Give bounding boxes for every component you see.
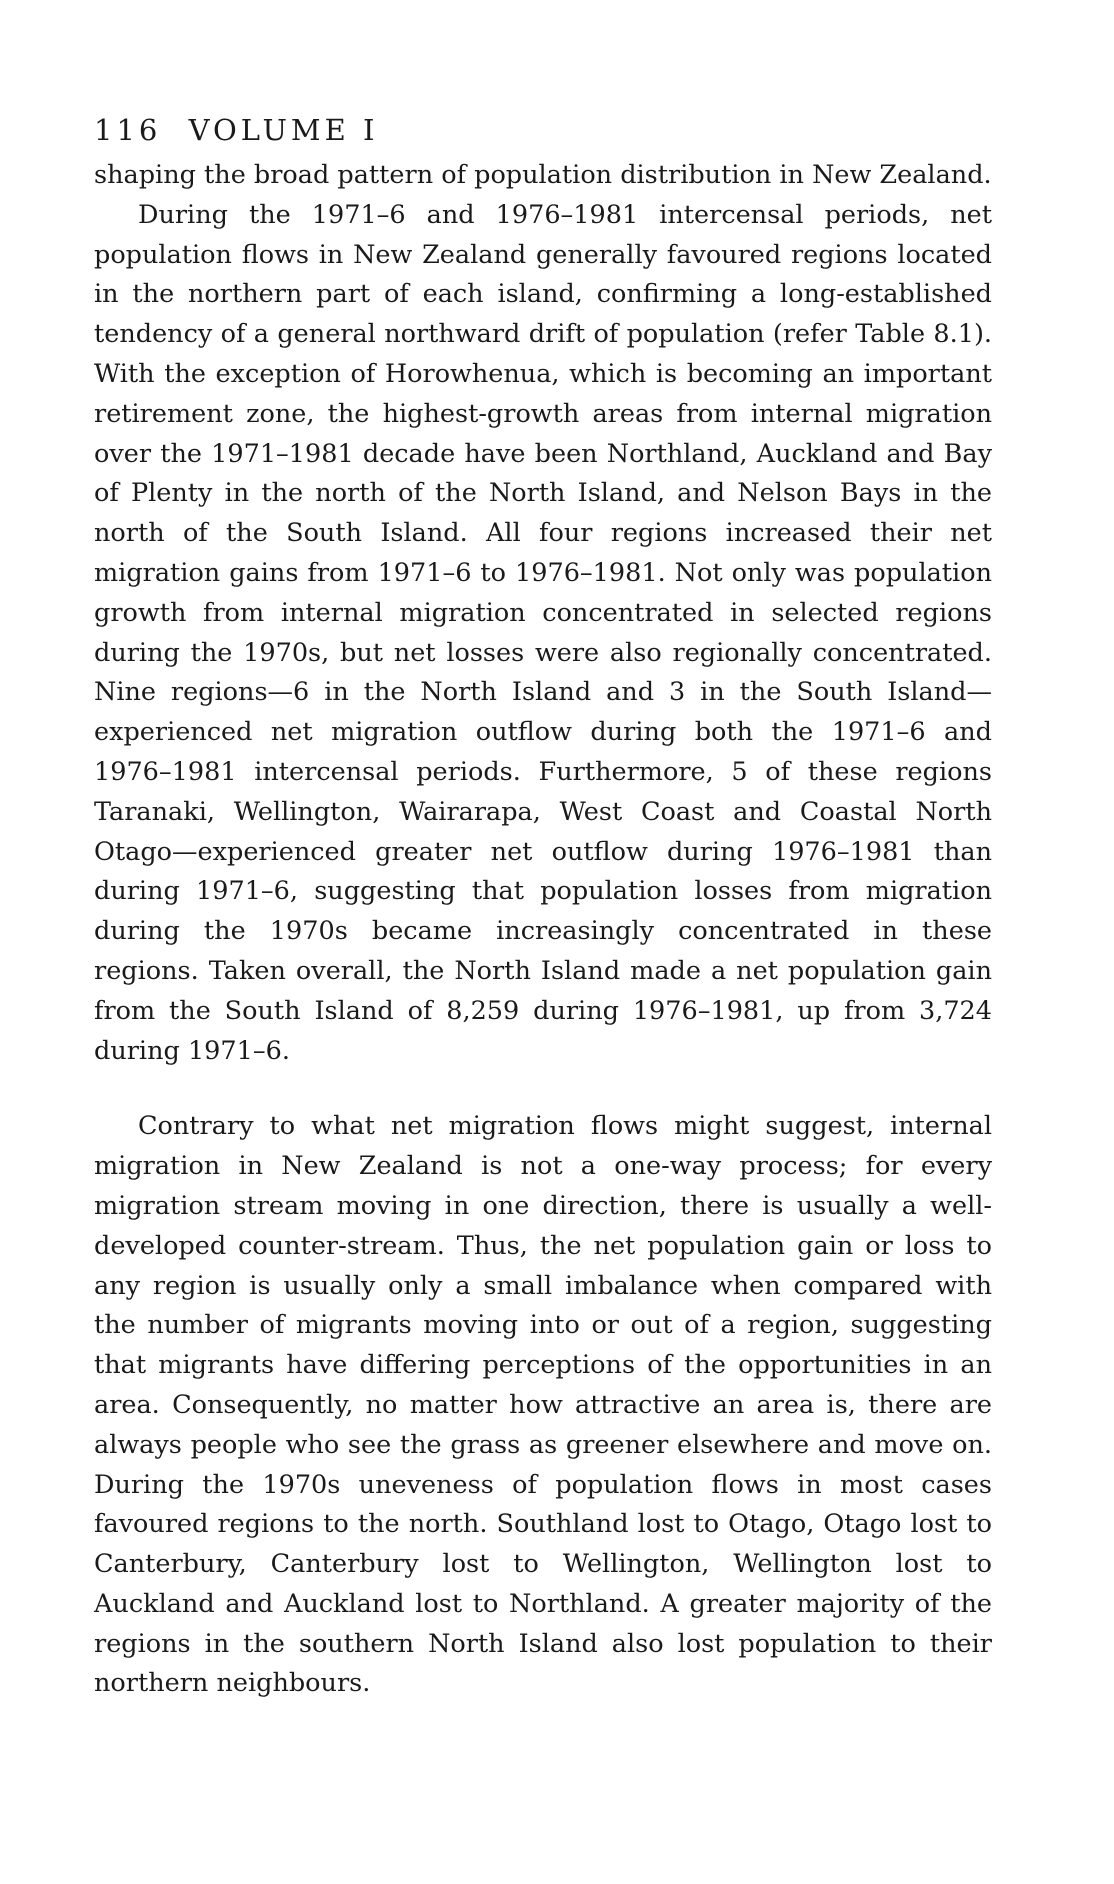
running-head bbox=[94, 112, 992, 148]
paragraph-continuation: shaping the broad pattern of population distribution in New Zealand. bbox=[94, 160, 992, 190]
paragraph-counter-streams: Contrary to what net migration flows might suggest, internal migration in New Zealand is not a one-way process; for every migration stream moving in one direction, there is usually a well-developed counter-stream. Thus, the net population gain or loss to any region is usually only a small imbalance when compared with the number of migrants moving into or out of a region, suggesting that migrants have differing perceptions of the opportunities in an area. Consequently, no matter how attractive an area is, there are always people who see the grass as greener elsewhere and move on. During the 1970s uneveness of population flows in most cases favoured regions to the north. Southland lost to Otago, Otago lost to Canterbury, Canterbury lost to Wellington, Wellington lost to Auckland and Auckland lost to Northland. A greater majority of the regions in the southern North Island also lost population to their northern neighbours. bbox=[94, 1111, 992, 1699]
page-body bbox=[94, 112, 992, 1704]
page-number: 116 bbox=[94, 113, 162, 147]
paragraph-net-flows: During the 1971–6 and 1976–1981 intercensal periods, net population flows in New Zealand generally favoured regions located in the northern part of each island, confirming a long-established tendency of a general northward drift of population (refer Table 8.1). With the exception of Horowhenua, which is becoming an important retirement zone, the highest-growth areas from internal migration over the 1971–1981 decade have been Northland, Auckland and Bay of Plenty in the north of the North Island, and Nelson Bays in the north of the South Island. All four regions increased their net migration gains from 1971–6 to 1976–1981. Not only was population growth from internal migration concentrated in selected regions during the 1970s, but net losses were also regionally concentrated. Nine regions—6 in the North Island and 3 in the South Island—experienced net migration outflow during both the 1971–6 and 1976–1981 intercensal periods. Furthermore, 5 of these regions Taranaki, Wellington, Wairarapa, West Coast and Coastal North Otago—experienced greater net outflow during 1976–1981 than during 1971–6, suggesting that population losses from migration during the 1970s became increasingly concentrated in these regions. Taken overall, the North Island made a net population gain from the South Island of 8,259 during 1976–1981, up from 3,724 during 1971–6. bbox=[94, 199, 992, 1066]
running-title: VOLUME I bbox=[188, 113, 379, 147]
